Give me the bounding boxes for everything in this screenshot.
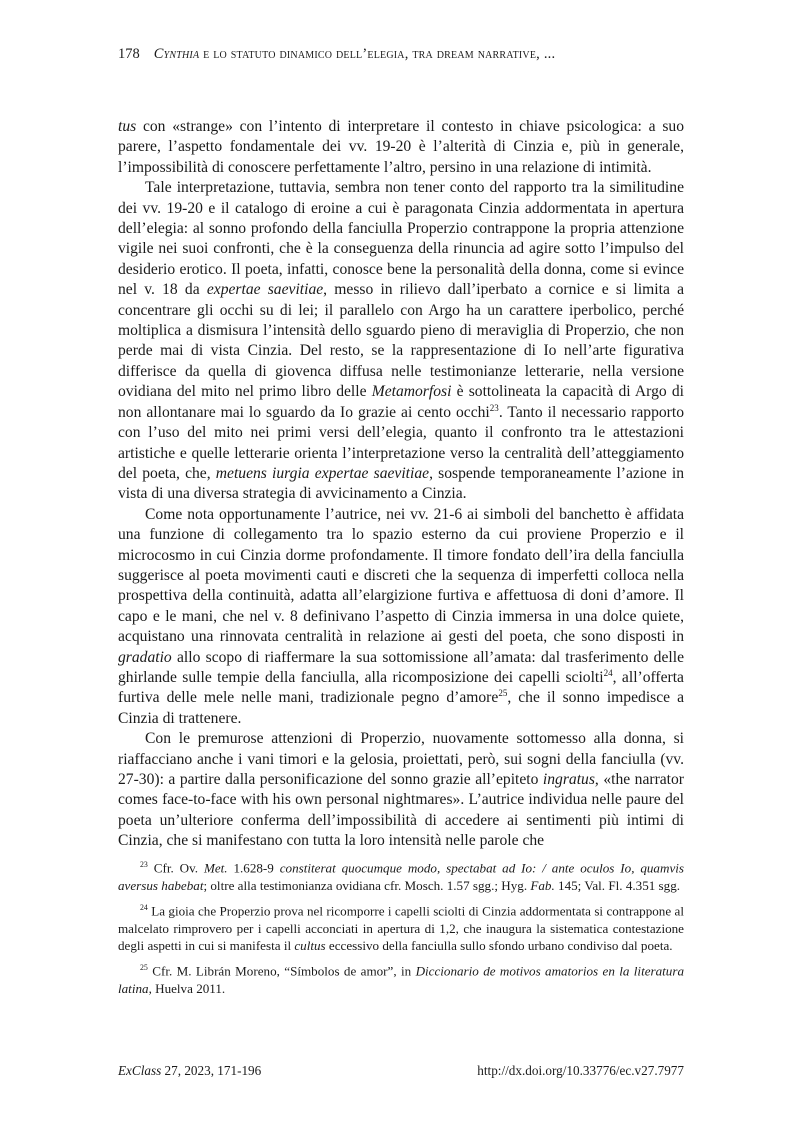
- journal-citation: [118, 1062, 261, 1080]
- text-run: , all’offerta furtiva delle mele nelle mani, tradizionale pegno d’amore: [118, 668, 684, 707]
- body-text: [118, 117, 684, 852]
- running-title: [154, 46, 556, 62]
- italic-text: Met.: [203, 860, 228, 876]
- note-reference: 23: [489, 402, 499, 413]
- text-run: è sottolineata la capacità di Argo di non allontanare mai lo sguardo da Io grazie ai cento occhi: [118, 383, 684, 421]
- text-run: 1.628-9: [227, 860, 280, 876]
- footnotes: [118, 856, 684, 1001]
- text-run: Tale interpretazione, tuttavia, sembra non tener conto del rapporto tra la similitudine dei vv. 19-20 e il catalogo di eroine a cui è paragonata Cinzia addormentata in apertura dell’elegia: al sonno profondo della fanciulla Properzio contrappone la propria attenzione vigile nei suoi confronti, che è la conseguenza della rinuncia ad agire sotto l’impulso del desiderio erotico. Il poeta, infatti, conosce bene la personalità della donna, come si evince nel v. 18 da: [118, 179, 684, 299]
- note-reference: 23: [140, 860, 148, 869]
- italic-text: gradatio: [118, 648, 172, 666]
- text-run: , messo in rilievo dall’iperbato a cornice e si limita a concentrare gli occhi su di lei; il parallelo con Argo ha un carattere iperbolico, perché moltiplica a dismisura l’intensità dello sguardo pieno di meraviglia di Properzio, che non perde mai di vista Cinzia. Del resto, se la rappresentazione di Io nell’arte figurativa differisce da quella di giovenca diffusa nelle testimonianze letterarie, nella versione ovidiana del mito nel primo libro delle: [118, 281, 684, 401]
- italic-text: constiterat quocumque modo, spectabat ad Io: / ante oculos Io, quamvis aversus habebat: [118, 860, 684, 893]
- text-run: Cfr. M. Librán Moreno, “Símbolos de amor”, in: [147, 963, 416, 979]
- text-run: allo scopo di riaffermare la sua sottomissione all’amata: dal trasferimento delle ghirlande sulle tempie della fanciulla, alla ricomposizione dei capelli sciolti: [118, 648, 684, 686]
- text-run: , sospende temporaneamente l’azione in vista di una diversa strategia di avvicinamento a Cinzia.: [118, 464, 684, 503]
- running-header: [118, 44, 684, 64]
- italic-text: ingratus: [542, 771, 595, 788]
- page-number: 178: [118, 46, 140, 62]
- running-title-italic: Cynthia: [153, 46, 200, 62]
- text-run: eccessivo della fanciulla sullo sfondo urbano condiviso dal poeta.: [325, 938, 673, 954]
- footnote-25: [118, 959, 684, 998]
- note-reference: 24: [603, 667, 613, 678]
- italic-text: Fab.: [530, 877, 555, 893]
- text-run: , «the narrator comes face-to-face with his own personal nightmares». L’autrice individua nelle paure del poeta un’ulteriore conferma dell’impossibilità di accedere ai sentimenti più intimi di Cinzia, che si manifestano con tutta la loro intensità nelle parole che: [118, 771, 685, 850]
- text-run: 145; Val. Fl. 4.351 sgg.: [554, 877, 681, 893]
- italic-text: metuens iurgia expertae saevitiae: [215, 464, 430, 482]
- text-run: , Huelva 2011.: [148, 980, 226, 996]
- text-run: Con le premurose attenzioni di Properzio, nuovamente sottomesso alla donna, si riaffacciano anche i vani timori e la gelosia, proiettati, però, sui sogni della fanciulla (vv. 27-30): a partire dalla personificazione del sonno grazie all’epiteto: [118, 730, 684, 788]
- paragraph-2: [118, 178, 684, 505]
- text-run: con «strange» con l’intento di interpretare il contesto in chiave psicologica: a suo parere, l’aspetto fondamentale dei vv. 19-20 è l’alterità di Cinzia e, più in generale, l’impossibilità di conoscere perfettamente l’altro, persino in una relazione di intimità.: [118, 118, 684, 176]
- footnote-23: [118, 856, 684, 895]
- note-reference: 25: [498, 688, 508, 699]
- italic-text: Diccionario de motivos amatorios en la literatura latina: [118, 963, 684, 996]
- text-run: Come nota opportunamente l’autrice, nei vv. 21-6 ai simboli del banchetto è affidata una funzione di collegamento tra lo spazio esterno da cui proviene Properzio e il microcosmo in cui Cinzia dorme profondamente. Il timore fondato dell’ira della fanciulla suggerisce al poeta movimenti cauti e discreti che la sequenza di imperfetti colloca nella prospettiva della continuità, adatta all’elargizione furtiva e affettuosa di doni d’amore. Il capo e le mani, che nel v. 8 definivano l’aspetto di Cinzia immersa in una dolce quiete, acquistano una rinnovata centralità in relazione ai gesti del poeta, che sono disposti in: [118, 505, 684, 646]
- note-reference: 25: [140, 962, 148, 972]
- running-title-rest: e lo statuto dinamico dell’elegia, tra dream narrative, ...: [199, 46, 556, 62]
- paragraph-3: [118, 505, 684, 729]
- italic-text: Metamorfosi: [371, 383, 452, 401]
- italic-text: tus: [118, 118, 137, 135]
- italic-text: expertae saevitiae: [206, 281, 324, 299]
- text-run: , che il sonno impedisce a Cinzia di trattenere.: [118, 689, 685, 727]
- paragraph-4: [118, 729, 684, 851]
- paragraph-1: [118, 117, 684, 178]
- journal-name: ExClass: [118, 1063, 162, 1078]
- text-run: . Tanto il necessario rapporto con l’uso del mito nei primi versi dell’elegia, quanto il confronto tra le attestazioni artistiche e quelle letterarie orienta l’interpretazione verso la centralità dell’atteggiamento del poeta, che,: [118, 403, 685, 482]
- text-run: La gioia che Properzio prova nel ricomporre i capelli sciolti di Cinzia addormentata si contrappone al malcelato rimprovero per i capelli acconciati in apertura di 1,2, che inaugura la sistematica contestazione degli aspetti in cui si manifesta il: [118, 902, 684, 954]
- journal-volume: 27, 2023, 171-196: [161, 1063, 262, 1078]
- text-run: ; oltre alla testimonianza ovidiana cfr. Mosch. 1.57 sgg.; Hyg.: [203, 877, 531, 893]
- italic-text: cultus: [294, 938, 326, 954]
- doi-link[interactable]: http://dx.doi.org/10.33776/ec.v27.7977: [477, 1063, 684, 1078]
- note-reference: 24: [140, 902, 148, 912]
- text-run: Cfr. Ov.: [147, 860, 204, 876]
- footnote-24: [118, 899, 684, 955]
